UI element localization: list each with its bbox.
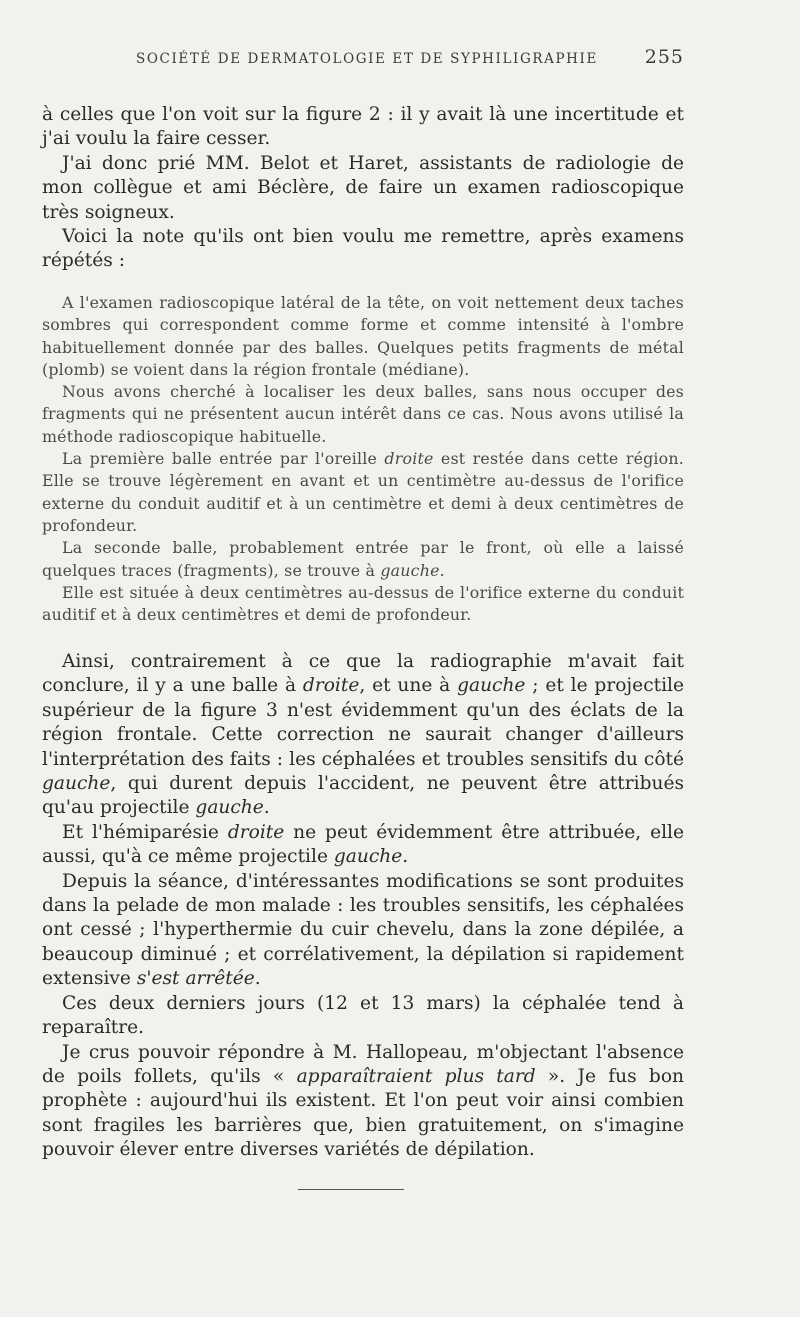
paragraph-3: Voici la note qu'ils ont bien voulu me remettre, après examens répétés :: [42, 226, 684, 272]
note-paragraph-5: Elle est située à deux centimètres au-dessus de l'orifice externe du conduit auditif et à deux centimètres et demi de profondeur.: [42, 582, 684, 625]
body-text-bottom: [42, 650, 684, 1163]
end-rule: [298, 1189, 404, 1190]
paragraph-8: Je crus pouvoir répondre à M. Hallopeau, m'objectant l'absence de poils follets, qu'ils « apparaîtraient plus tard ». Je fus bon prophète : aujourd'hui ils existent. Et l'on peut voir ainsi combien sont fragiles les barrières que, bien gratuitement, on s'imagine pouvoir élever entre diverses variétés de dépilation.: [42, 1041, 684, 1161]
paragraph-6: Depuis la séance, d'intéressantes modifications se sont produites dans la pelade de mon malade : les troubles sensitifs, les céphalées ont cessé ; l'hyperthermie du cuir chevelu, dans la zone dépilée, a beaucoup diminué ; et corrélativement, la dépilation si rapidement extensive s'est arrêtée.: [42, 870, 684, 990]
radiology-note: [42, 292, 684, 626]
note-paragraph-3: La première balle entrée par l'oreille droite est restée dans cette région. Elle se trouve légèrement en avant et un centimètre au-dessus de l'orifice externe du conduit auditif et à un centimètre et demi à deux centimètres de profondeur.: [42, 449, 684, 535]
body-text-top: [42, 103, 684, 274]
note-paragraph-4: La seconde balle, probablement entrée par le front, où elle a laissé quelques traces (fragments), se trouve à gauche.: [42, 538, 684, 580]
paragraph-7: Ces deux derniers jours (12 et 13 mars) la céphalée tend à reparaître.: [42, 992, 684, 1039]
paragraph-5: Et l'hémiparésie droite ne peut évidemment être attribuée, elle aussi, qu'à ce même projectile gauche.: [42, 821, 684, 868]
paragraph-2: J'ai donc prié MM. Belot et Haret, assistants de radiologie de mon collègue et ami Béclère, de faire un examen radioscopique très soigneux.: [42, 152, 684, 223]
paragraph-1: à celles que l'on voit sur la figure 2 : il y avait là une incertitude et j'ai voulu la faire cesser.: [42, 104, 684, 150]
running-head: SOCIÉTÉ DE DERMATOLOGIE ET DE SYPHILIGRAPHIE: [136, 51, 598, 67]
note-paragraph-1: A l'examen radioscopique latéral de la tête, on voit nettement deux taches sombres qui correspondent comme forme et comme intensité à l'ombre habituellement donnée par des balles. Quelques petits fragments de métal (plomb) se voient dans la région frontale (médiane).: [42, 293, 684, 379]
paragraph-4: Ainsi, contrairement à ce que la radiographie m'avait fait conclure, il y a une balle à droite, et une à gauche ; et le projectile supérieur de la figure 3 n'est évidemment qu'un des éclats de la région frontale. Cette correction ne saurait changer d'ailleurs l'interprétation des faits : les céphalées et troubles sensitifs du côté gauche, qui durent depuis l'accident, ne peuvent être attribués qu'au projectile gauche.: [42, 651, 684, 819]
page-header: [136, 46, 684, 68]
note-paragraph-2: Nous avons cherché à localiser les deux balles, sans nous occuper des fragments qui ne présentent aucun intérêt dans ce cas. Nous avons utilisé la méthode radioscopique habituelle.: [42, 382, 684, 446]
page-number: 255: [644, 46, 684, 68]
